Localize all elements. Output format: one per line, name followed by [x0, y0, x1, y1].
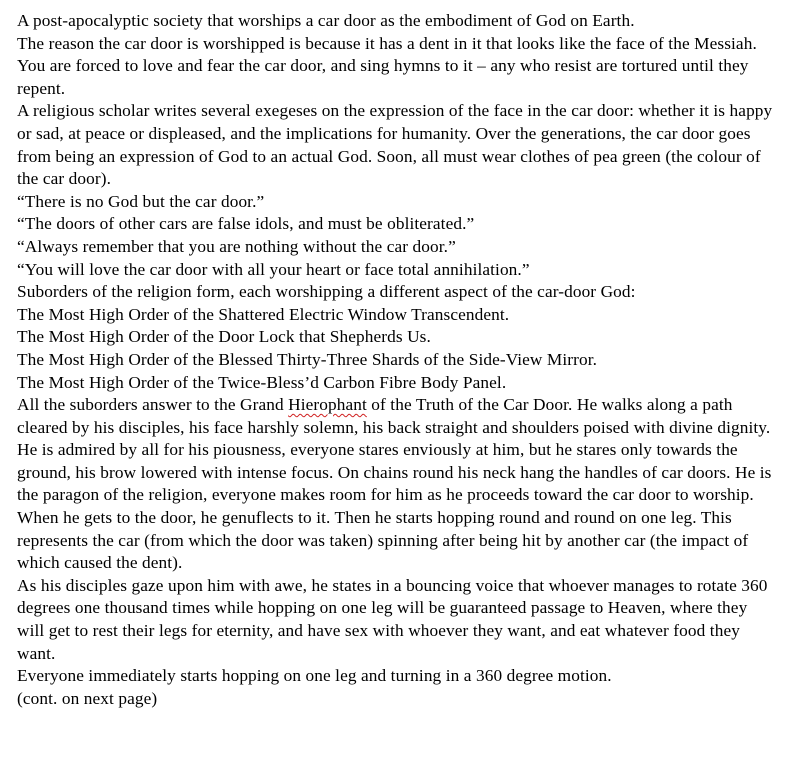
- order-side-view-mirror: The Most High Order of the Blessed Thirty-Three Shards of the Side-View Mirror.: [17, 349, 598, 369]
- continuation-note: (cont. on next page): [17, 688, 158, 708]
- paragraph-suborders: Suborders of the religion form, each worshipping a different aspect of the car-door God:: [17, 282, 636, 302]
- spellcheck-flagged-word[interactable]: Hierophant: [288, 395, 367, 415]
- hierophant-text-before: All the suborders answer to the Grand: [17, 395, 289, 415]
- paragraph-scholar: A religious scholar writes several exegeses on the expression of the face in the car door: whether it is happy or sad, at peace or displeased, and the implications for humanity. Over the generations, the car door goes from being an expression of God to an actual God. Soon, all must wear clothes of pea green (the colour of the car door).: [17, 101, 773, 189]
- quote-love: “You will love the car door with all your heart or face total annihilation.”: [17, 259, 530, 279]
- paragraph-disciples: As his disciples gaze upon him with awe, he states in a bouncing voice that whoever manages to rotate 360 degrees one thousand times while hopping on one leg will be guaranteed passage to Heaven, where they will get to rest their legs for eternity, and have sex with whoever they want, and eat whatever food they want.: [17, 575, 768, 663]
- quote-false-idols: “The doors of other cars are false idols, and must be obliterated.”: [17, 214, 475, 234]
- paragraph-hierophant: [17, 394, 773, 507]
- quote-always-remember: “Always remember that you are nothing without the car door.”: [17, 236, 456, 256]
- paragraph-forced: You are forced to love and fear the car door, and sing hymns to it – any who resist are tortured until they repent.: [17, 56, 749, 98]
- order-door-lock: The Most High Order of the Door Lock that Shepherds Us.: [17, 327, 431, 347]
- paragraph-reason: The reason the car door is worshipped is because it has a dent in it that looks like the face of the Messiah.: [17, 33, 757, 53]
- quote-no-god: “There is no God but the car door.”: [17, 191, 265, 211]
- paragraph-genuflect: When he gets to the door, he genuflects to it. Then he starts hopping round and round on one leg. This represents the car (from which the door was taken) spinning after being hit by another car (the impact of which caused the dent).: [17, 508, 749, 573]
- paragraph-everyone-hopping: Everyone immediately starts hopping on one leg and turning in a 360 degree motion.: [17, 666, 612, 686]
- hierophant-text-after: of the Truth of the Car Door. He walks along a path cleared by his disciples, his face harshly solemn, his back straight and shoulders poised with divine dignity. He is admired by all for his piousness, everyone stares enviously at him, but he stares only towards the ground, his brow lowered with intense focus. On chains round his neck hang the handles of car doors. He is the paragon of the religion, everyone makes room for him as he proceeds toward the car door to worship.: [17, 395, 772, 505]
- paragraph-intro: A post-apocalyptic society that worships a car door as the embodiment of God on Earth.: [17, 11, 635, 30]
- order-body-panel: The Most High Order of the Twice-Bless’d Carbon Fibre Body Panel.: [17, 372, 507, 392]
- order-electric-window: The Most High Order of the Shattered Electric Window Transcendent.: [17, 304, 510, 324]
